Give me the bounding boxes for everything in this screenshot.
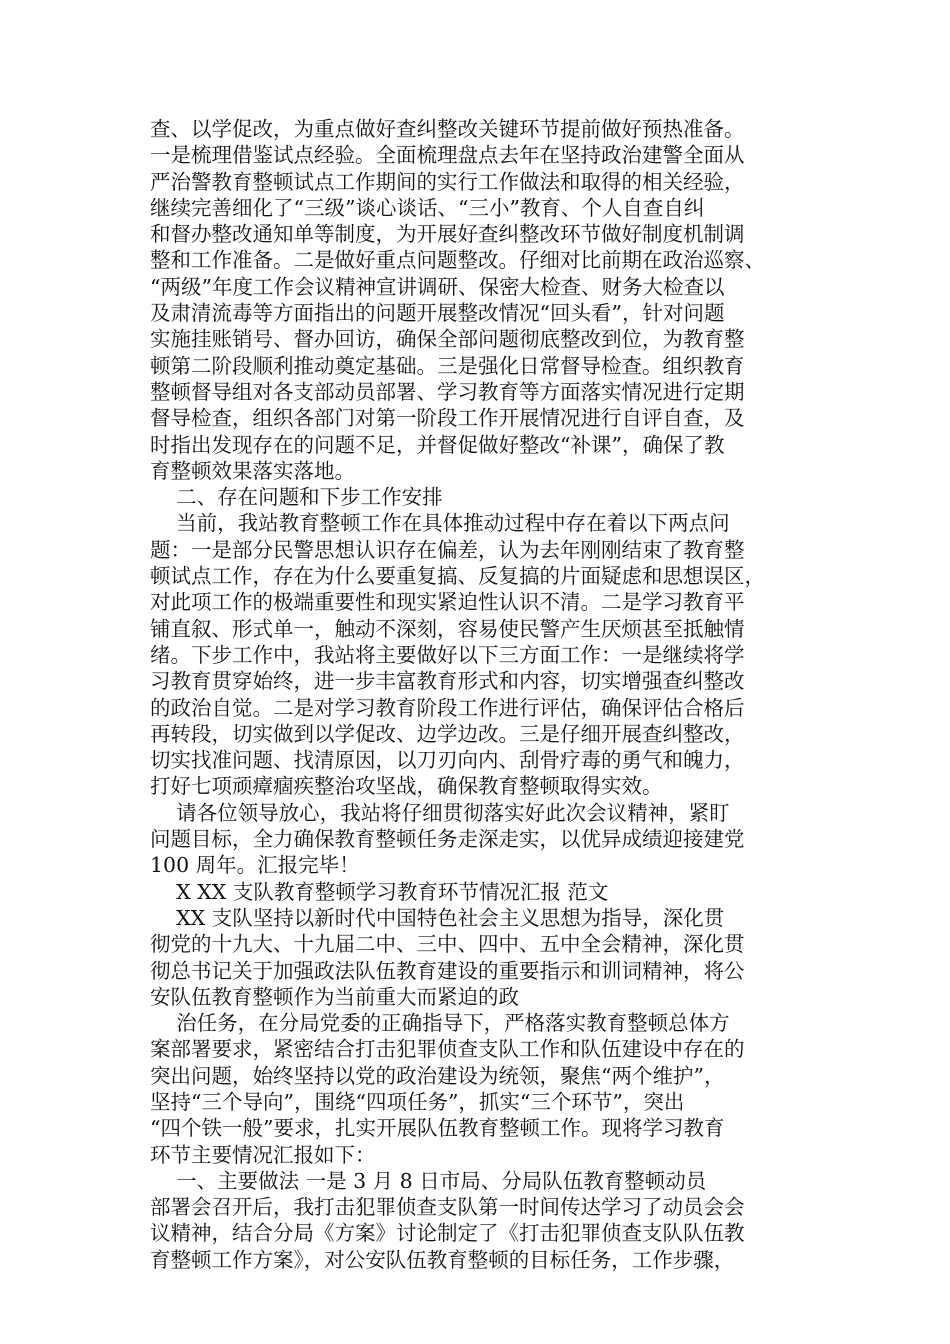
text-line: 议精神，结合分局《方案》讨论制定了《打击犯罪侦查支队队伍教 — [150, 1221, 745, 1246]
text-line: 打好七项顽瘴痼疾整治攻坚战，确保教育整顿取得实效。 — [150, 774, 663, 799]
text-line: “两级”年度工作会议精神宣讲调研、保密大检查、财务大检查以 — [150, 274, 725, 299]
text-line: 督导检查，组织各部门对第一阶段工作开展情况进行自评自查，及 — [150, 406, 745, 431]
text-line: 一、主要做法 一是 3 月 8 日市局、分局队伍教育整顿动员 — [150, 1168, 707, 1193]
text-line: 安队伍教育整顿作为当前重大而紧迫的政 — [150, 984, 519, 1009]
text-line: 时指出发现存在的问题不足，并督促做好整改“补课”，确保了教 — [150, 432, 725, 457]
text-line: 坚持“三个导向”，围绕“四项任务”，抓实“三个环节”，突出 — [150, 1089, 685, 1114]
text-line: 的政治自觉。二是对学习教育阶段工作进行评估，确保评估合格后 — [150, 695, 745, 720]
text-line: 治任务，在分局党委的正确指导下，严格落实教育整顿总体方 — [150, 1011, 730, 1036]
text-line: 切实找准问题、找清原因，以刀刃向内、刮骨疗毒的勇气和魄力， — [150, 748, 745, 773]
text-line: “四个铁一般”要求，扎实开展队伍教育整顿工作。现将学习教育 — [150, 1116, 725, 1141]
text-line: 及肃清流毒等方面指出的问题开展整改情况“回头看”，针对问题 — [150, 301, 725, 326]
section-heading: 二、存在问题和下步工作安排 — [150, 485, 443, 510]
text-line: 实施挂账销号、督办回访，确保全部问题彻底整改到位，为教育整 — [150, 327, 745, 352]
text-line: 严治警教育整顿试点工作期间的实行工作做法和取得的相关经验， — [150, 169, 745, 194]
text-line: 整顿督导组对各支部动员部署、学习教育等方面落实情况进行定期 — [150, 379, 745, 404]
text-line: 和督办整改通知单等制度，为开展好查纠整改环节做好制度机制调 — [150, 222, 745, 247]
text-line: 再转段，切实做到以学促改、边学边改。三是仔细开展查纠整改， — [150, 721, 745, 746]
text-line: 顿第二阶段顺利推动奠定基础。三是强化日常督导检查。组织教育 — [150, 353, 745, 378]
text-line: 彻党的十九大、十九届二中、三中、四中、五中全会精神，深化贯 — [150, 932, 745, 957]
text-line: 问题目标，全力确保教育整顿任务走深走实，以优异成绩迎接建党 — [150, 827, 745, 852]
text-line: 突出问题，始终坚持以党的政治建设为统领，聚焦“两个维护”， — [150, 1063, 725, 1088]
text-line: 100 周年。汇报完毕！ — [150, 853, 360, 878]
text-line: 整和工作准备。二是做好重点问题整改。仔细对比前期在政治巡察、 — [150, 248, 765, 273]
text-line: 环节主要情况汇报如下： — [150, 1142, 376, 1167]
text-line: 绪。下步工作中，我站将主要做好以下三方面工作：一是继续将学 — [150, 642, 745, 667]
text-line: 部署会召开后，我打击犯罪侦查支队第一时间传达学习了动员会会 — [150, 1195, 745, 1220]
text-line: 育整顿工作方案》，对公安队伍教育整顿的目标任务，工作步骤， — [150, 1247, 735, 1272]
text-line: 当前，我站教育整顿工作在具体推动过程中存在着以下两点问 — [150, 511, 730, 536]
document-body — [150, 116, 830, 1273]
text-line: 习教育贯穿始终，进一步丰富教育形式和内容，切实增强查纠整改 — [150, 669, 745, 694]
text-line: 案部署要求，紧密结合打击犯罪侦查支队工作和队伍建设中存在的 — [150, 1037, 745, 1062]
text-line: 题：一是部分民警思想认识存在偏差，认为去年刚刚结束了教育整 — [150, 537, 745, 562]
text-line: 请各位领导放心，我站将仔细贯彻落实好此次会议精神，紧盯 — [150, 800, 730, 825]
text-line: XX 支队坚持以新时代中国特色社会主义思想为指导，深化贯 — [150, 905, 725, 930]
text-line: 彻总书记关于加强政法队伍教育建设的重要指示和训词精神，将公 — [150, 958, 745, 983]
text-line: 对此项工作的极端重要性和现实紧迫性认识不清。二是学习教育平 — [150, 590, 745, 615]
text-line: 一是梳理借鉴试点经验。全面梳理盘点去年在坚持政治建警全面从 — [150, 143, 745, 168]
text-line: 查、以学促改，为重点做好查纠整改关键环节提前做好预热准备。 — [150, 117, 745, 141]
text-line: 顿试点工作，存在为什么要重复搞、反复搞的片面疑虑和思想误区， — [150, 564, 765, 589]
section-title: X XX 支队教育整顿学习教育环节情况汇报 范文 — [150, 879, 609, 904]
text-line: 育整顿效果落实落地。 — [150, 458, 355, 483]
text-line: 继续完善细化了“三级”谈心谈话、“三小”教育、个人自查自纠 — [150, 195, 705, 220]
text-line: 铺直叙、形式单一，触动不深刻，容易使民警产生厌烦甚至抵触情 — [150, 616, 745, 641]
